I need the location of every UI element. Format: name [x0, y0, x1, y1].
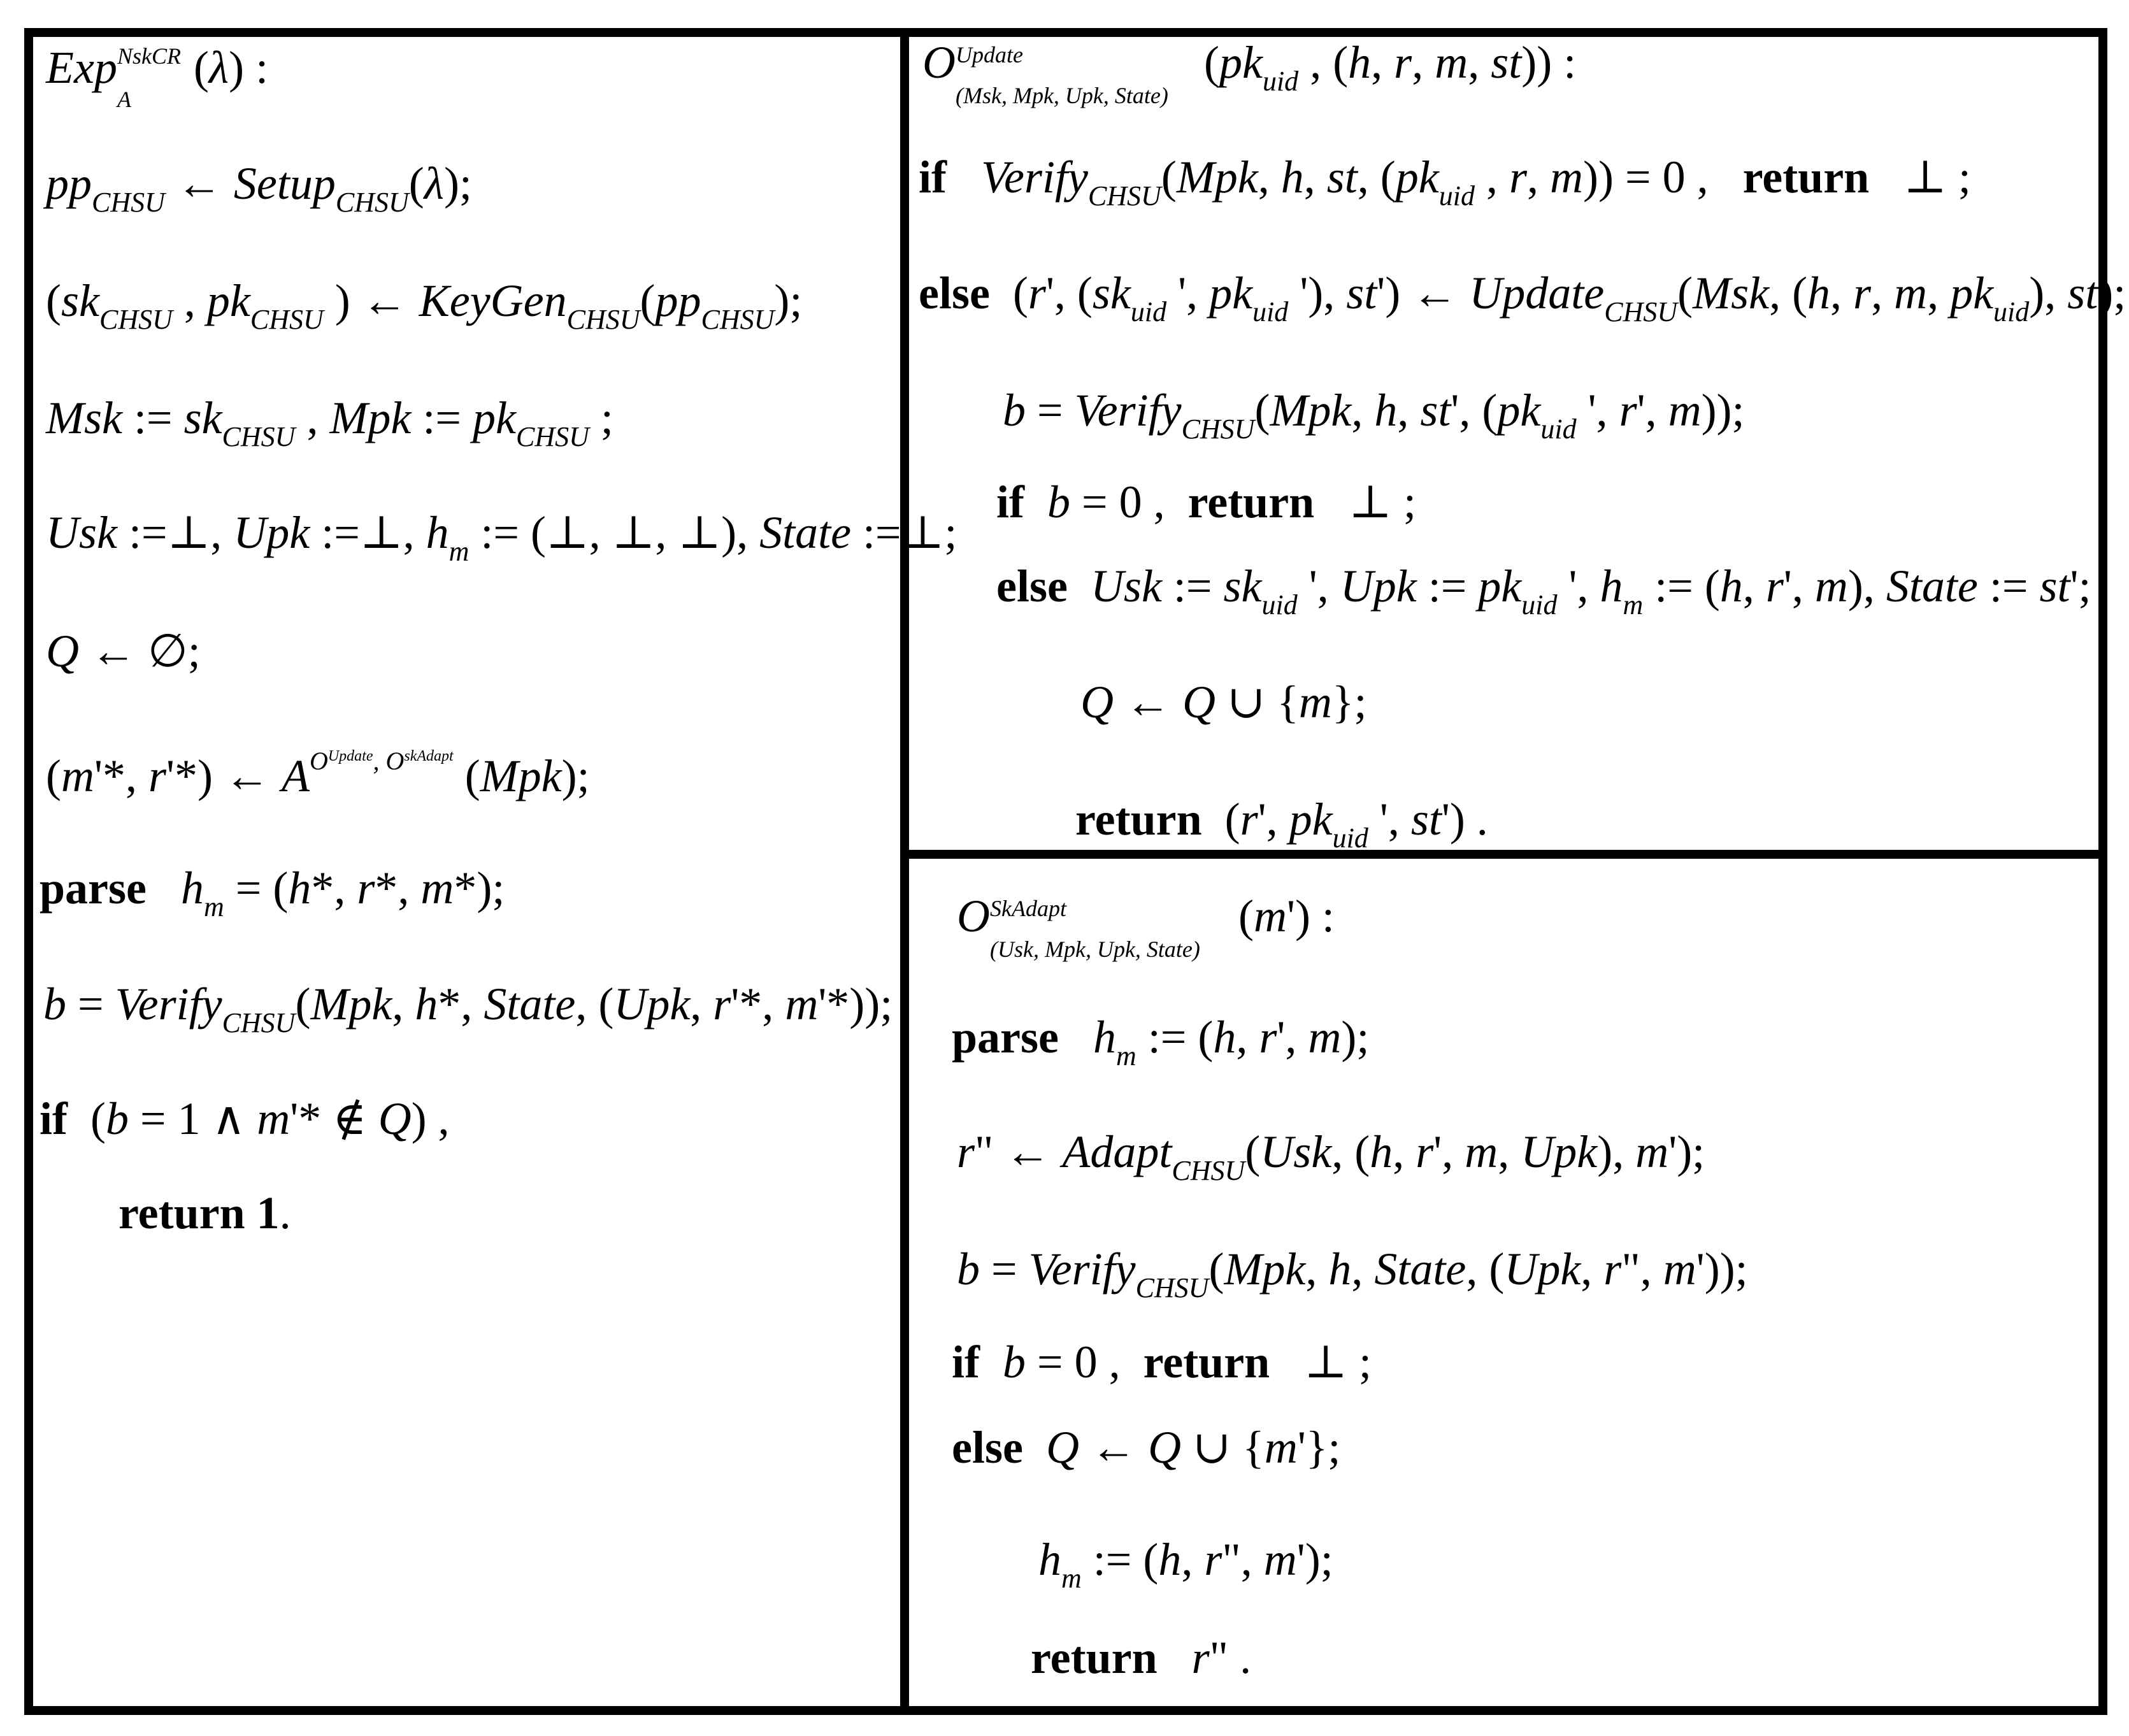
left-line-2: ($sk_{CHSU}$ , $pk_{CHSU}$ ) ← $KeyGen_{CHSU}(pp_{CHSU})$; [46, 275, 803, 335]
vertical-divider [900, 28, 909, 1715]
update-line-1: if Verify$_{CHSU}$(Mpk, h, st, ($pk_{uid}$ , r, m)) = 0 , return ⊥ ; [919, 152, 1971, 212]
skadapt-line-3: b = Verify$_{CHSU}$(Mpk, h, State, (Upk, r", m')); [957, 1244, 1748, 1303]
left-line-1: $pp_{CHSU}$ ← Setup$_{CHSU}$(λ); [46, 158, 472, 218]
update-line-6: Q ← Q ∪ {m}; [1080, 677, 1367, 728]
left-line-8: b = Verify$_{CHSU}$(Mpk, h*, State, (Upk, r'*, m'*)); [43, 979, 893, 1038]
horizontal-divider [900, 850, 2107, 859]
experiment-title: Exp NskCR A (λ) : [46, 42, 269, 112]
skadapt-oracle-title: O SkAdapt (Usk, Mpk, Upk, State) (m') : [957, 891, 1335, 962]
left-line-10: return 1. [118, 1187, 291, 1238]
left-line-9: if (b = 1 ∧ m'* ∉ Q) , [39, 1093, 450, 1144]
update-line-3: b = Verify$_{CHSU}$(Mpk, h, st', ($pk_{uid}$ ', r', m)); [1003, 385, 1745, 445]
skadapt-line-4: if b = 0 , return ⊥ ; [952, 1337, 1372, 1388]
update-line-5: else Usk := $sk_{uid}$ ', Upk := $pk_{uid}$ ', $h_m$ := (h, r', m), State := st'; [996, 561, 2091, 621]
skadapt-line-7: return r" . [1031, 1632, 1252, 1683]
skadapt-line-2: r" ← Adapt$_{CHSU}$(Usk, (h, r', m, Upk), m'); [957, 1126, 1705, 1186]
skadapt-line-6: $h_m$ := (h, r", m'); [1038, 1534, 1333, 1594]
left-line-7: parse $h_m = (h*$, r*, m*); [39, 863, 505, 922]
skadapt-line-1: parse $h_m$ := (h, r', m); [952, 1012, 1370, 1072]
update-oracle-title: O Update (Msk, Mpk, Upk, State) ($pk_{uid}$ , (h, r, m, st)) : [922, 37, 1577, 108]
left-line-4: Usk :=⊥, Upk :=⊥, $h_m$ := (⊥, ⊥, ⊥), State :=⊥; [46, 507, 957, 567]
left-line-5: Q ← ∅; [46, 626, 201, 677]
left-line-6: (m'*, r'*) ← $A^{O^{Update}, O^{skAdapt}}$ (Mpk); [46, 747, 590, 801]
skadapt-line-5: else Q ← Q ∪ {m'}; [952, 1422, 1341, 1473]
update-line-4: if b = 0 , return ⊥ ; [996, 477, 1416, 527]
left-line-3: Msk := $sk_{CHSU}$ , Mpk := $pk_{CHSU}$ ; [46, 392, 613, 452]
update-line-7: return (r', $pk_{uid}$ ', st') . [1075, 794, 1488, 854]
update-line-2: else (r', ($sk_{uid}$ ', $pk_{uid}$ '), st') ← Update$_{CHSU}$(Msk, (h, r, m, $pk_{uid}$), st); [919, 268, 2126, 327]
